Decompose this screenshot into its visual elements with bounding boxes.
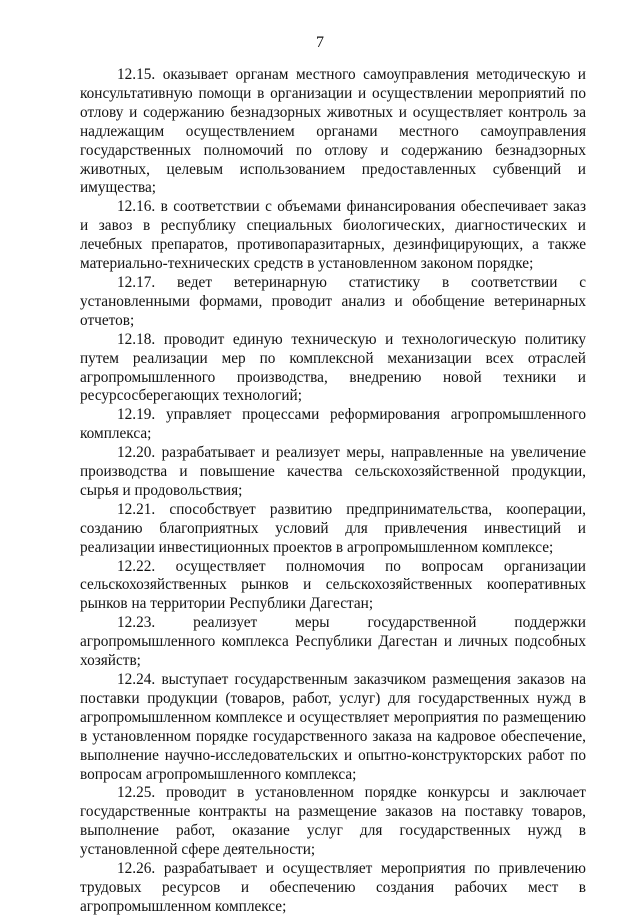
paragraph-12-22: 12.22. осуществляет полномочия по вопросам организации сельскохозяйственных рынков и сельскохозяйственных кооперативных рынков на территории Республики Дагестан; bbox=[80, 557, 586, 613]
paragraph-12-16: 12.16. в соответствии с объемами финансирования обеспечивает заказ и завоз в республику специальных биологических, диагностических и лечебных препаратов, противопаразитарных, дезинфицирующих, а также материально-технических средств в установленном законом порядке; bbox=[80, 198, 586, 273]
paragraph-12-26: 12.26. разрабатывает и осуществляет мероприятия по привлечению трудовых ресурсов и обеспечению создания рабочих мест в агропромышленном комплексе; bbox=[80, 860, 586, 915]
paragraph-12-21: 12.21. способствует развитию предпринимательства, кооперации, созданию благоприятных условий для привлечения инвестиций и реализации инвестиционных проектов в агропромышленном комплексе; bbox=[80, 500, 586, 556]
paragraph-12-23: 12.23. реализует меры государственной поддержки агропромышленного комплекса Республики Дагестан и личных подсобных хозяйств; bbox=[80, 614, 586, 670]
paragraph-12-20: 12.20. разрабатывает и реализует меры, направленные на увеличение производства и повышение качества сельскохозяйственной продукции, сырья и продовольствия; bbox=[80, 444, 586, 499]
paragraph-12-24: 12.24. выступает государственным заказчиком размещения заказов на поставки продукции (товаров, работ, услуг) для государственных нужд в агропромышленном комплексе и осуществляет мероприятия по размещению в установленном порядке государственного заказа на кадровое обеспечение, выполнение научно-исследовательских и опытно-конструкторских работ по вопросам агропромышленного комплекса; bbox=[80, 671, 586, 783]
document-body bbox=[80, 66, 586, 917]
paragraph-12-15: 12.15. оказывает органам местного самоуправления методическую и консультативную помощи в организации и осуществлении мероприятий по отлову и содержанию безнадзорных животных и осуществляет контроль за надлежащим осуществлением органами местного самоуправления государственных полномочий по отлову и содержанию безнадзорных животных, целевым использованием предоставленных субвенций и имущества; bbox=[80, 66, 586, 197]
paragraph-12-18: 12.18. проводит единую техническую и технологическую политику путем реализации мер по комплексной механизации всех отраслей агропромышленного производства, внедрению новой техники и ресурсосберегающих технологий; bbox=[80, 330, 586, 405]
paragraph-12-17: 12.17. ведет ветеринарную статистику в соответствии с установленными формами, проводит анализ и обобщение ветеринарных отчетов; bbox=[80, 273, 586, 329]
paragraph-12-19: 12.19. управляет процессами реформирования агропромышленного комплекса; bbox=[80, 406, 586, 443]
paragraph-12-25: 12.25. проводит в установленном порядке конкурсы и заключает государственные контракты на размещение заказов на поставку товаров, выполнение работ, оказание услуг для государственных нужд в установленной сфере деятельности; bbox=[80, 784, 586, 859]
page-number: 7 bbox=[316, 34, 324, 51]
